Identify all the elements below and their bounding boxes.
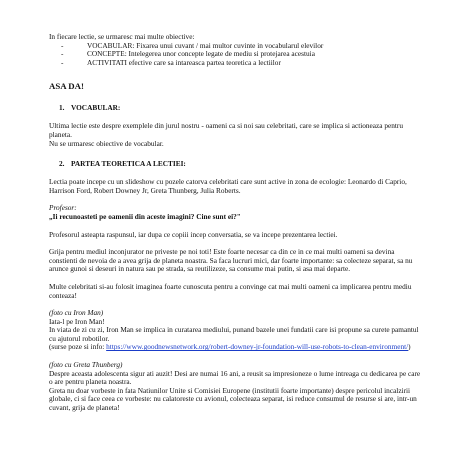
page-title: ASA DA!	[49, 81, 84, 92]
section-heading-vocabular: 1. VOCABULAR:	[59, 103, 121, 113]
objective-item: - VOCABULAR: Fixarea unui cuvant / mai multor cuvinte in vocabularul elevilor	[61, 40, 324, 50]
vocabular-paragraph: Ultima lectie este despre exemplele din jurul nostru - oameni ca si noi sau celebritati, care se implica si actioneaza pentru planeta.	[49, 121, 403, 139]
objectives-intro: In fiecare lectie, se urmaresc mai multe obiective:	[49, 32, 195, 41]
profesor-label: Profesor:	[49, 203, 77, 213]
section-heading-teoretica: 2. PARTEA TEORETICA A LECTIEI:	[59, 159, 186, 169]
ironman-photo-caption: (foto cu Iron Man)	[49, 308, 104, 318]
objectives-list	[49, 42, 421, 68]
teoretica-paragraph: Lectia poate incepe cu un slideshow cu pozele catorva celebritati care sunt active in zona de ecologie: Leonardo di Caprio, Harrison Ford, Robert Downey Jr, Greta Thunberg, Julia Roberts.	[49, 177, 407, 195]
paragraph-celebrities: Multe celebritati si-au folosit imaginea foarte cunoscuta pentru a convinge cat mai multi oameni ca implicarea pentru mediu conteaza!	[49, 281, 412, 300]
paragraph-wait: Profesorul asteapta raspunsul, iar dupa ce copiii incep conversatia, se va incepe prezentarea lectiei.	[49, 229, 338, 239]
objective-item: - CONCEPTE: Intelegerea unor concepte legate de mediu si protejarea acestuia	[61, 49, 315, 59]
paragraph-care: Grija pentru mediul inconjurator ne priveste pe noi toti! Este foarte necesar ca din ce in ce mai multi oameni sa devina constienti de nevoia de a avea grija de planeta noastra. Sa faca lucruri mici, dar foarte importante: sa colecteze separat, sa nu arunce gunoi si deseuri in natura sau pe strada, sa reutilizeze, sa consume mai putin, si asa mai departe.	[49, 247, 413, 274]
ironman-body: In viata de zi cu zi, Iron Man se implica in curatarea mediului, punand bazele unei fundatii care isi propune sa curete pamantul cu ajutorul robotilor.	[49, 325, 419, 343]
greta-paragraph-1: Despre aceasta adolescenta sigur ati auzit! Desi are numai 16 ani, a reusit sa impresioneze o lume intreaga cu dedicarea pe care o are pentru planeta noastra.	[49, 368, 421, 387]
source-link[interactable]: https://www.goodnewsnetwork.org/robert-downey-jr-foundation-will-use-robots-to-clean-environment/	[106, 342, 409, 352]
ironman-line: Iata-l pe Iron Man!	[49, 316, 105, 326]
objective-item: - ACTIVITATI efective care sa intareasca partea teoretica a lectiilor	[61, 57, 281, 67]
greta-paragraph-2: Greta nu doar vorbeste in fata Natiunilor Unite si Comisiei Europene (institutii foarte importante) despre pericolul incalzirii globale, ci si face ceea ce vorbeste: nu calatoreste cu avionul, colecteaza separat, isi reduce consumul de resurse si are, intr-un cuvant, grija de planeta!	[49, 385, 417, 413]
greta-photo-caption: (foto cu Greta Thunberg)	[49, 360, 123, 370]
vocabular-note: Nu se urmaresc obiective de vocabular.	[49, 138, 164, 148]
profesor-question: „Ii recunoasteti pe oamenii din aceste imagini? Cine sunt ei?"	[49, 211, 241, 221]
lesson-content	[49, 33, 421, 413]
ironman-source: (surse poze si info: https://www.goodnewsnetwork.org/robert-downey-jr-foundation-will-use-robots-to-clean-environment/)	[49, 342, 411, 352]
